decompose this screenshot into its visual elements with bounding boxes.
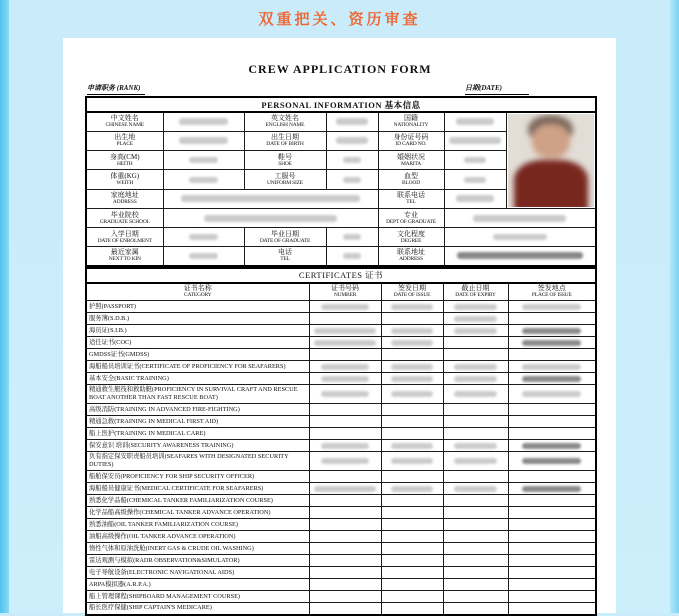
certificate-row: [86, 313, 596, 325]
certificate-value-empty: [309, 428, 381, 440]
certificate-value-redacted: [381, 440, 443, 452]
cert-header-row: [86, 283, 596, 301]
certificate-value-redacted: [381, 483, 443, 495]
certificate-value-empty: [381, 579, 443, 591]
certificate-name: 精通急救(TRAINING IN MEDICAL FIRST AID): [86, 416, 309, 428]
certificate-row: [86, 555, 596, 567]
certificate-value-redacted: [508, 337, 596, 349]
certificate-name: 熟悉油船(OIL TANKER FAMILIARIZATION COURSE): [86, 519, 309, 531]
field-value-redacted: [444, 209, 596, 228]
personal-info-row: [86, 112, 596, 131]
certificate-value-redacted: [508, 385, 596, 404]
certificate-row: [86, 591, 596, 603]
banner: [9, 0, 670, 38]
field-value-redacted: [326, 228, 378, 247]
field-label: 出生地 PLACE: [86, 131, 163, 150]
certificate-name: 精通救生艇筏和救助艇(PROFICIENCY IN SURVIVAL CRAFT AND RESCUE BOAT ANOTHER THAN FAST RESCUE BOAT): [86, 385, 309, 404]
certificate-name: 保安意识 培训(SECURITY AWARENESS TRAINING): [86, 440, 309, 452]
field-label: 文化程度 DEGREE: [378, 228, 444, 247]
certificate-row: [86, 519, 596, 531]
certificate-value-empty: [381, 471, 443, 483]
certificate-value-redacted: [508, 440, 596, 452]
field-value-redacted: [326, 247, 378, 266]
field-label: 鞋号 SHOE: [244, 151, 326, 170]
field-value-redacted: [444, 151, 506, 170]
certificate-value-redacted: [309, 385, 381, 404]
personal-info-row: [86, 247, 596, 266]
certificate-value-empty: [443, 349, 508, 361]
field-value-redacted: [444, 228, 596, 247]
certificate-value-redacted: [508, 301, 596, 313]
personal-info-body: [86, 112, 596, 266]
certificate-name: 海船船员健康证书(MEDICAL CERTIFICATE FOR SEAFARERS): [86, 483, 309, 495]
certificate-row: [86, 385, 596, 404]
certificate-value-redacted: [309, 373, 381, 385]
certificate-row: [86, 404, 596, 416]
certificate-value-empty: [381, 495, 443, 507]
certificate-value-empty: [508, 349, 596, 361]
certificate-row: [86, 452, 596, 471]
certificate-name: 船舶保安员(PROFICIENCY FOR SHIP SECURITY OFFICER): [86, 471, 309, 483]
certificate-value-redacted: [309, 483, 381, 495]
field-label: 身份证号码 ID CARD NO.: [378, 131, 444, 150]
certificate-name: 高级消防(TRAINING IN ADVANCED FIRE-FIGHTING): [86, 404, 309, 416]
certificate-value-empty: [381, 507, 443, 519]
certificate-value-empty: [508, 404, 596, 416]
certificate-name: 熟悉化学品船(CHEMICAL TANKER FAMILIARIZATION COURSE): [86, 495, 309, 507]
certificate-value-redacted: [381, 361, 443, 373]
certificate-value-redacted: [443, 373, 508, 385]
certificate-value-redacted: [381, 325, 443, 337]
field-value-redacted: [326, 151, 378, 170]
certificate-row: [86, 373, 596, 385]
certificate-value-empty: [309, 416, 381, 428]
certificate-value-redacted: [381, 373, 443, 385]
field-label: 血型 BLOOD: [378, 170, 444, 189]
certificate-value-redacted: [309, 337, 381, 349]
field-label: 入学日期 DATE OF ENROLMENT: [86, 228, 163, 247]
certificate-value-empty: [381, 313, 443, 325]
certificate-value-empty: [443, 471, 508, 483]
certificate-value-empty: [508, 471, 596, 483]
certificate-name: ARPA模拟器(A.R.P.A.): [86, 579, 309, 591]
certificate-value-empty: [309, 404, 381, 416]
certificate-value-empty: [309, 507, 381, 519]
left-edge-bar: [0, 0, 9, 613]
certificate-value-redacted: [309, 452, 381, 471]
field-value-redacted: [444, 247, 596, 266]
cert-column-header: 截止日期 DATE OF EXPIRY: [443, 283, 508, 301]
certificates-body: [86, 301, 596, 615]
certificate-value-empty: [381, 543, 443, 555]
cert-column-header: 证书名称 CATEGORY: [86, 283, 309, 301]
certificate-value-empty: [381, 416, 443, 428]
certificate-name: 船长医疗保健(SHIP CAPTAIN'S MEDICARE): [86, 603, 309, 615]
certificate-value-redacted: [309, 325, 381, 337]
certificate-value-empty: [443, 519, 508, 531]
personal-section-title: PERSONAL INFORMATION 基本信息: [86, 97, 596, 112]
certificate-value-empty: [381, 428, 443, 440]
photo-body: [514, 160, 588, 207]
cert-column-header: 证书号码 NUMBER: [309, 283, 381, 301]
certificate-row: [86, 507, 596, 519]
certificate-value-redacted: [443, 440, 508, 452]
certificate-name: 雷达观测与模拟(RADR OBSERVATION&SIMULATOR): [86, 555, 309, 567]
certificate-row: [86, 495, 596, 507]
certificate-value-redacted: [508, 483, 596, 495]
applicant-photo-cell: [506, 112, 596, 209]
certificate-value-redacted: [309, 301, 381, 313]
certificate-name: 船上管理课程(SHIPBOARD MANAGEMENT COURSE): [86, 591, 309, 603]
certificate-value-empty: [508, 555, 596, 567]
field-label: 毕业日期 DATE OF GRADUATE: [244, 228, 326, 247]
certificate-value-empty: [381, 591, 443, 603]
date-label: 日期(DATE): [465, 83, 529, 95]
certificate-name: 油船高级操作(OIL TANKER ADVANCE OPERATION): [86, 531, 309, 543]
field-label: 英文姓名 ENGLISH NAME: [244, 112, 326, 131]
cert-column-header: 签发日期 DATE OF ISSUE: [381, 283, 443, 301]
certificate-name: 负有指定保安职责船员培训(SEAFARES WITH DESIGNATED SECURITY DUTIES): [86, 452, 309, 471]
certificate-value-empty: [443, 555, 508, 567]
field-label: 工服号 UNIFORM SIZE: [244, 170, 326, 189]
certificate-name: 化学品船高级操作(CHEMICAL TANKER ADVANCE OPERATION): [86, 507, 309, 519]
personal-info-table: [85, 96, 597, 267]
form-meta-row: [85, 84, 595, 95]
certificate-name: 适任证书(COC): [86, 337, 309, 349]
certificate-value-empty: [309, 495, 381, 507]
field-value-redacted: [163, 151, 244, 170]
certificate-value-redacted: [381, 337, 443, 349]
certificate-name: 船上医护(TRAINING IN MEDICAL CARE): [86, 428, 309, 440]
certificate-value-redacted: [309, 361, 381, 373]
certificate-row: [86, 579, 596, 591]
certificate-value-empty: [508, 519, 596, 531]
certificate-name: 海员证(S.I.B.): [86, 325, 309, 337]
certificate-row: [86, 531, 596, 543]
certificate-value-redacted: [508, 373, 596, 385]
field-value-redacted: [326, 112, 378, 131]
field-label: 电话 TEL: [244, 247, 326, 266]
certificate-row: [86, 337, 596, 349]
certificate-value-empty: [381, 555, 443, 567]
form-page-content: [63, 38, 596, 616]
certificate-row: [86, 543, 596, 555]
field-label: 体重(KG) WEITH: [86, 170, 163, 189]
field-value-redacted: [163, 247, 244, 266]
certificate-value-empty: [309, 313, 381, 325]
certificate-row: [86, 361, 596, 373]
field-label: 家庭地址 ADDRESS: [86, 189, 163, 208]
field-value-redacted: [444, 189, 506, 208]
certificate-value-redacted: [443, 483, 508, 495]
field-value-redacted: [163, 112, 244, 131]
certificate-value-empty: [443, 404, 508, 416]
photo-blur-layer: [508, 114, 595, 207]
certificate-row: [86, 483, 596, 495]
field-value-redacted: [444, 170, 506, 189]
certificate-value-empty: [309, 531, 381, 543]
certificate-value-empty: [508, 428, 596, 440]
certificate-name: 电子导航设备(ELECTRONIC NAVIGATIONAL AIDS): [86, 567, 309, 579]
certificate-row: [86, 567, 596, 579]
personal-info-row: [86, 228, 596, 247]
certificates-table: [85, 267, 597, 616]
certificate-value-empty: [443, 531, 508, 543]
certificate-name: 护照(PASSPORT): [86, 301, 309, 313]
certificate-value-redacted: [443, 325, 508, 337]
field-value-redacted: [444, 112, 506, 131]
right-edge-bar: [670, 0, 679, 613]
field-label: 身高(CM) HEITH: [86, 151, 163, 170]
certificate-value-empty: [443, 507, 508, 519]
certificate-value-empty: [381, 531, 443, 543]
certificate-name: 基本安全(BASIC TRAINING): [86, 373, 309, 385]
certificate-name: GMDSS证书(GMDSS): [86, 349, 309, 361]
certificate-value-empty: [443, 567, 508, 579]
field-label: 中文姓名 CHINESE NAME: [86, 112, 163, 131]
certificate-value-empty: [508, 567, 596, 579]
certificate-value-empty: [443, 543, 508, 555]
field-value-redacted: [326, 131, 378, 150]
certificate-name: 服务簿(S.D.B.): [86, 313, 309, 325]
certificates-section-title: CERTIFICATES 证书: [86, 268, 596, 283]
certificate-name: 海船船员培训证书(CERTIFICATE OF PROFICIENCY FOR SEAFARERS): [86, 361, 309, 373]
certificate-value-empty: [309, 519, 381, 531]
certificate-value-empty: [309, 471, 381, 483]
banner-title: 双重把关、资历审查: [258, 11, 421, 28]
field-label: 毕业院校 GRADUATE SCHOOL: [86, 209, 163, 228]
certificate-value-empty: [309, 543, 381, 555]
certificate-value-empty: [508, 416, 596, 428]
certificate-value-empty: [508, 507, 596, 519]
form-page: [63, 38, 616, 613]
certificate-value-redacted: [381, 452, 443, 471]
certificate-value-empty: [443, 416, 508, 428]
certificate-value-empty: [443, 337, 508, 349]
certificate-value-empty: [508, 313, 596, 325]
certificate-value-redacted: [309, 440, 381, 452]
field-label: 联系地址 ADDRESS: [378, 247, 444, 266]
certificate-row: [86, 301, 596, 313]
certificate-value-empty: [508, 579, 596, 591]
certificate-value-empty: [381, 349, 443, 361]
certificate-value-empty: [508, 591, 596, 603]
certificate-value-redacted: [508, 325, 596, 337]
certificate-row: [86, 471, 596, 483]
certificate-row: [86, 325, 596, 337]
certificate-value-empty: [309, 567, 381, 579]
certificate-value-empty: [508, 543, 596, 555]
certificate-value-redacted: [508, 361, 596, 373]
certificate-value-empty: [309, 555, 381, 567]
field-value-redacted: [163, 189, 378, 208]
field-value-redacted: [163, 170, 244, 189]
certificate-value-empty: [309, 349, 381, 361]
certificate-value-redacted: [508, 452, 596, 471]
form-title: CREW APPLICATION FORM: [248, 62, 432, 76]
certificate-value-empty: [381, 404, 443, 416]
field-value-redacted: [326, 170, 378, 189]
certificate-value-empty: [443, 579, 508, 591]
certificate-value-empty: [309, 579, 381, 591]
certificate-value-redacted: [443, 313, 508, 325]
field-value-redacted: [163, 228, 244, 247]
rank-label: 申请职务 (RANK): [87, 83, 145, 95]
certificate-value-empty: [443, 591, 508, 603]
certificate-name: 惰性气体和原油洗舱(INERT GAS & CRUDE OIL WASHING): [86, 543, 309, 555]
certificate-row: [86, 440, 596, 452]
certificate-row: [86, 349, 596, 361]
field-label: 最近家属 NEXT TO KIN: [86, 247, 163, 266]
certificate-value-redacted: [443, 385, 508, 404]
certificate-value-redacted: [381, 385, 443, 404]
certificate-value-redacted: [443, 361, 508, 373]
certificate-value-redacted: [381, 301, 443, 313]
certificate-value-redacted: [443, 301, 508, 313]
field-value-redacted: [163, 209, 378, 228]
certificate-row: [86, 428, 596, 440]
certificate-value-empty: [508, 495, 596, 507]
certificate-row: [86, 416, 596, 428]
certificate-value-empty: [443, 495, 508, 507]
cert-column-header: 签发地点 PLACE OF ISSUE: [508, 283, 596, 301]
certificate-value-empty: [381, 567, 443, 579]
field-value-redacted: [444, 131, 506, 150]
field-label: 联系电话 TEL: [378, 189, 444, 208]
photo-face: [532, 124, 570, 157]
certificate-value-empty: [443, 428, 508, 440]
certificate-value-empty: [309, 591, 381, 603]
field-value-redacted: [163, 131, 244, 150]
certificate-value-empty: [508, 531, 596, 543]
field-label: 国籍 NATIONALITY: [378, 112, 444, 131]
certificate-value-empty: [381, 519, 443, 531]
applicant-photo: [508, 114, 595, 207]
certificate-value-redacted: [443, 452, 508, 471]
field-label: 专业 DEPT OF GRADUATE: [378, 209, 444, 228]
field-label: 出生日期 DATE OF BIRTH: [244, 131, 326, 150]
personal-info-row: [86, 209, 596, 228]
field-label: 婚姻状况 MARITA: [378, 151, 444, 170]
